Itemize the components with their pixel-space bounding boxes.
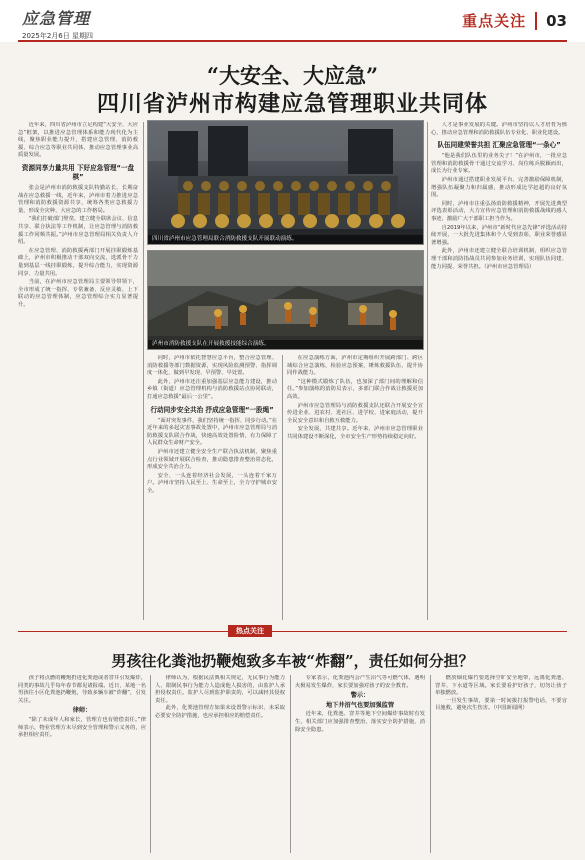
hot-column-3 — [295, 675, 425, 855]
article-paragraph: 泸州市应急管理局与消防救援支队还联合开展安全宣传进企业、进农村、进社区、进学校、进家庭活动，提升全民安全意识和自救互救能力。 — [287, 402, 423, 424]
hot-column-1 — [18, 675, 146, 855]
article-column-4 — [431, 122, 567, 622]
issue-date: 2025年2月6日 星期四 — [22, 32, 93, 40]
article-paragraph: 此外，泸州市还注重加强基层应急能力建设，推动乡镇（街道）应急管理机构与消防救援站点协同联动，打通应急救援“最后一公里”。 — [147, 378, 277, 400]
hot-paragraph: 专家表示，化粪池内会产生沼气等可燃气体，遇明火极易发生爆炸，家长要加强对孩子的安全教育。 — [295, 675, 425, 689]
hot-topic-rule — [18, 631, 567, 632]
photo-caption: 四川省泸州市应急管理局联合消防救援支队开展联动演练。 — [148, 235, 423, 244]
article-paragraph: 安全，一头连着经济社会发展，一头连着千家万户。泸州市坚持人民至上、生命至上，全力守护城市安全。 — [147, 472, 277, 494]
article-paragraph: 近年来，四川省泸州市立足构建“大安全、大应急”框架，以推进应急管理体系和能力现代化为主线，聚焦职业能力提升，搭建应急管理、消防救援、综合应急等职业共同体，推动应急管理事业高质量发展。 — [18, 122, 138, 159]
article-subhead: 行动同步安全共治 抒成应急管理“一股绳” — [150, 405, 274, 414]
hot-topic-bar — [18, 625, 567, 637]
headline-kicker: “大安全、大应急” — [206, 63, 379, 88]
hot-subhead: 律师： — [72, 707, 92, 715]
hot-paragraph: 近年来，化粪池、窨井等地下空间爆炸事故时有发生，相关部门应加强排查整治，落实安全防护措施，消除安全隐患。 — [295, 711, 425, 733]
article-paragraph: 此外，泸州市还建立健全联合培训机制，组织应急管理干部和消防指战员共同参加业务培训，实现队伍同建、能力同提、荣誉共担。（泸州市应急管理局） — [431, 248, 567, 270]
article-column-1 — [18, 122, 138, 622]
article-paragraph: 泸州市还建立健全安全生产联合执法机制，聚焦重点行业领域开展联合检查，推动隐患排查整治常态化，形成安全共治合力。 — [147, 448, 277, 471]
hot-paragraph: 此外，化粪池管理方如果未设置警示标识、未采取必要安全防护措施，也应承担相应的赔偿责任。 — [155, 705, 285, 719]
photo-rescue-drill — [147, 250, 424, 350]
column-divider — [427, 122, 428, 620]
hot-paragraph: 律师认为，根据民法典相关规定，无民事行为能力人、限制民事行为能力人造成他人损害的，由监护人承担侵权责任。监护人尽到监护职责的，可以减轻其侵权责任。 — [155, 675, 285, 704]
hot-subhead-title: 地下井沼气也要加强监管 — [325, 701, 395, 709]
photo-caption: 泸州市消防救援支队在开展救援技能综合演练。 — [148, 340, 423, 349]
article-column-3 — [287, 355, 423, 620]
article-paragraph: “我们打破部门壁垒，建立健全联席会议、信息共享、联合执法等工作机制，让应急管理与消防救援工作同频共振。”泸州市应急管理局相关负责人介绍。 — [18, 216, 138, 246]
masthead-right — [462, 10, 567, 31]
drill-photo-image — [148, 121, 424, 245]
hot-column-2 — [155, 675, 285, 855]
hot-paragraph: “除了未成年人和家长，管理方也有赔偿责任。”律师表示，物业管理方未尽到安全管理和警示义务的，应承担相应责任。 — [18, 716, 146, 739]
hot-subhead: 警示： — [350, 692, 370, 700]
headline-main: 四川省泸州市构建应急管理职业共同体 — [96, 91, 488, 117]
article-paragraph: 在应急演练方面，泸州市定期组织开展跨部门、跨区域综合应急演练，检验应急预案，锤炼救援队伍，提升协同作战能力。 — [287, 355, 423, 377]
photo-drill-formation — [147, 120, 424, 245]
hot-column-4 — [435, 675, 567, 855]
article-paragraph: 张会是泸州市消防救援支队特勤站长，长期奋战在应急救援一线，近年来，泸州市着力推进应急管理和消防救援资源共享，统筹各类应急救援力量，形成全灾种、大应急的工作格局。 — [18, 184, 138, 214]
newspaper-logo: 应急管理 — [22, 9, 91, 28]
article-paragraph: 同时，泸州市依托智慧应急平台，整合应急管理、消防救援等部门数据资源，实现风险监测预警、指挥调度一体化，做到早发现、早预警、早处置。 — [147, 355, 277, 377]
article-paragraph: 自2019年以来，泸州市“新时代应急先锋”评选活动持续开展，一大批先进集体和个人受到表彰，职业荣誉感显著增强。 — [431, 224, 567, 246]
hot-paragraph: 燃放烟花爆竹要选择空旷安全地带，远离化粪池、窨井、下水道等区域。家长要看护好孩子，切勿让孩子单独燃放。 — [435, 675, 567, 697]
section-name: 重点关注 — [462, 12, 527, 30]
masthead-rule — [18, 40, 567, 42]
article-paragraph: 在应急管理、消防救援两部门开展挂职锻炼基础上，泸州市积极推动干部双向交流，选派骨干力量到基层一线挂职锻炼，提升综合能力，实现资源同享、力量共用。 — [18, 247, 138, 277]
section-divider — [535, 12, 537, 30]
article-paragraph: “面对突发事件，我们坚持统一指挥、同步行动。”在近年来的多起灾害事故处置中，泸州市应急管理局与消防救援支队联合作战，快速高效处置险情，有力保障了人民群众生命财产安全。 — [147, 417, 277, 447]
article-paragraph: 同时，泸州市注重弘扬消防救援精神，开展先进典型评选表彰活动，大力宣传应急管理和消防救援战线的感人事迹，激励广大干部职工担当作为。 — [431, 200, 567, 222]
masthead-left — [22, 6, 93, 41]
article-paragraph: “这种模式锻炼了队伍，也加深了部门间的理解和信任。”参加演练的消防员表示，多部门联合作战让救援更加高效。 — [287, 378, 423, 400]
column-divider — [143, 122, 144, 620]
column-divider — [150, 675, 151, 853]
article-paragraph: 人才是事业发展的关键。泸州市坚持以人才培育为核心，推动应急管理和消防救援队伍专业化、职业化建设。 — [431, 122, 567, 136]
article-subhead: 资源同享力量共用 下好应急管理“一盘棋” — [21, 163, 135, 181]
article-paragraph: “他是我们队伍里的业务尖子！”在泸州市，一批应急管理和消防救援骨干通过交流学习、岗位练兵脱颖而出，成长为行业专家。 — [431, 153, 567, 175]
article-paragraph: 泸州市通过搭建职业发展平台、完善激励保障机制，增强队伍凝聚力和归属感，推动形成比学赶超的良好氛围。 — [431, 176, 567, 199]
hot-topic-tag: 热点关注 — [228, 625, 272, 637]
page-number: 03 — [546, 11, 567, 30]
hot-paragraph: 一旦发生事故，要第一时间拨打报警电话，不要盲目施救，避免次生伤害。（中国新闻网） — [435, 697, 567, 712]
rescue-photo-image — [148, 251, 424, 350]
hot-paragraph: 孩子将点燃的鞭炮扔进化粪池或者窨井引发爆炸，同类的事故几乎每年春节都见诸报端。近日，某地一名男孩往小区化粪池扔鞭炮，导致多辆车被“炸翻”，引发关注。 — [18, 675, 146, 704]
column-divider — [290, 675, 291, 853]
article-paragraph: 安全发展，共建共享。近年来，泸州市应急管理职业共同体建设不断深化，全市安全生产形势持续稳定向好。 — [287, 426, 423, 440]
article-paragraph: 当前，在泸州市应急管理局主要领导带领下，全市形成了统一指挥、专常兼备、反应灵敏、上下联动的应急管理体制，应急管理综合实力显著提升。 — [18, 279, 138, 308]
column-divider — [282, 355, 283, 620]
article-subhead: 队伍同建荣誉共担 汇聚应急管理“一条心” — [437, 141, 561, 150]
article-column-2 — [147, 355, 277, 620]
hot-topic-headline: 男孩往化粪池扔鞭炮致多车被“炸翻”，责任如何分担？ — [111, 652, 474, 670]
column-divider — [430, 675, 431, 853]
masthead — [0, 0, 585, 42]
